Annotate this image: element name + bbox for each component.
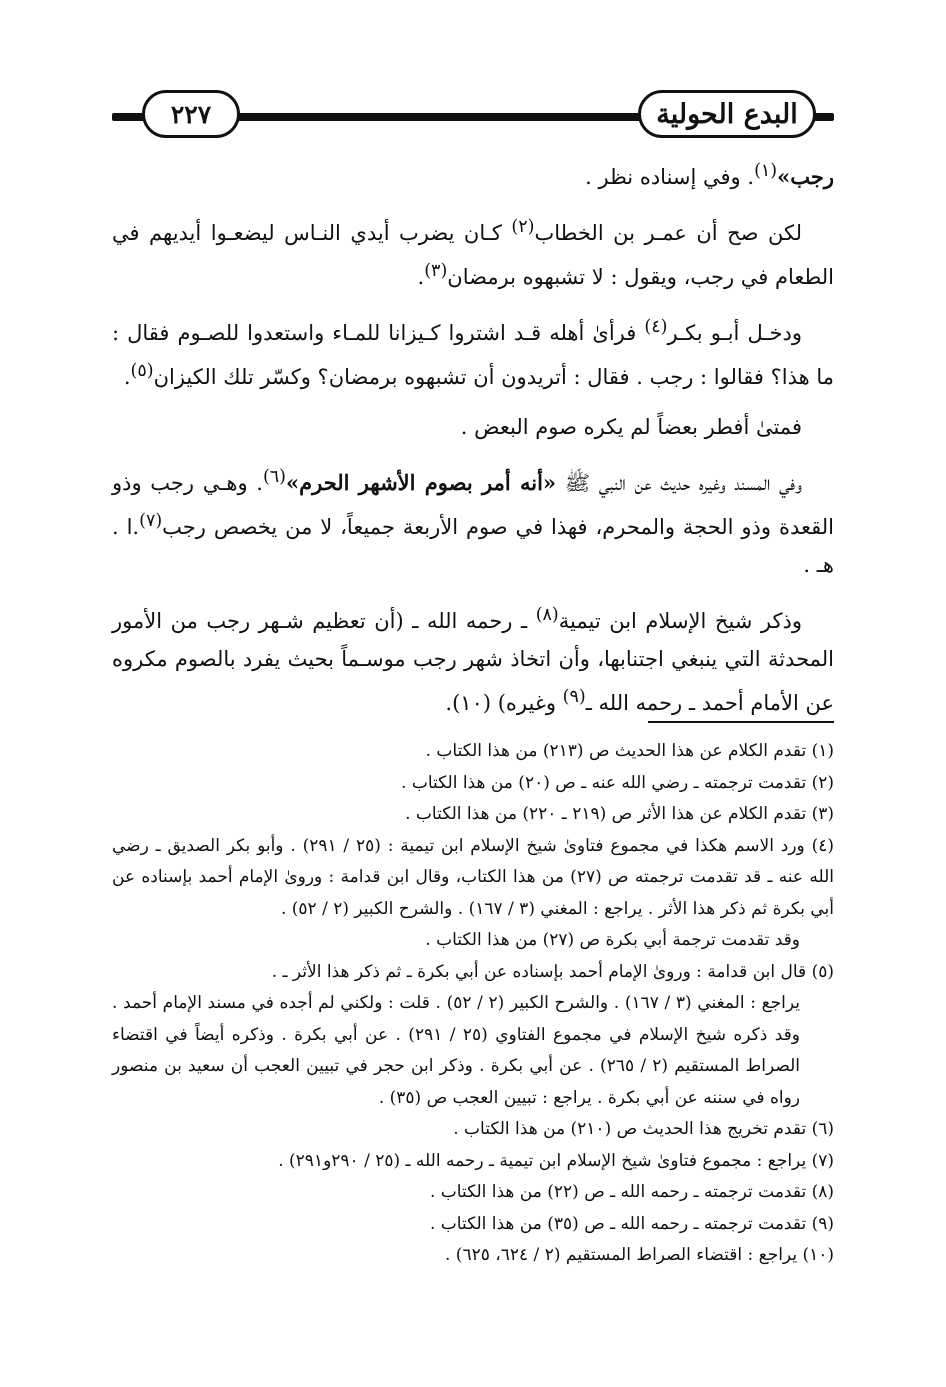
paragraph-6	[112, 596, 834, 722]
text-run: وذكر شيخ الإسلام ابن تيمية	[558, 609, 802, 633]
footnotes	[112, 736, 834, 1272]
footnote-1: (١) تقدم الكلام عن هذا الحديث ص (٢١٣) من هذا الكتاب .	[425, 741, 834, 761]
text-run: .	[445, 691, 453, 715]
footnote-ref: (٦)	[262, 467, 286, 487]
paragraph-1	[112, 152, 834, 196]
footnote-2: (٢) تقدمت ترجمته ـ رضي الله عنه ـ ص (٢٠) من هذا الكتاب .	[401, 772, 834, 793]
footnote-ref: (٧)	[139, 511, 163, 531]
text-run: . وهـي رجب وذو القعدة وذو الحجة والمحرم، فهذا في صوم الأربعة جميعاً، لا من يخصص رجب	[112, 471, 834, 539]
text-run: وفي المسند وغيره حديث عن النبي ﷺ	[556, 471, 803, 495]
footnote-5: (٥) قال ابن قدامة : وروىٰ الإمام أحمد بإسناده عن أبي بكرة ـ ثم ذكر هذا الأثر ـ .	[271, 961, 834, 982]
footnote-ref: (٤)	[644, 317, 668, 337]
text-run: .	[123, 365, 131, 389]
footnote-5-continued: يراجع : المغني (٣ / ١٦٧) . والشرح الكبير (٢ / ٥٢) . قلت : ولكني لم أجده في مسند الإمام أحمد . وقد ذكره شيخ الإسلام في مجموع الفتاوي (٢٥ / ٢٩١) . عن أبي بكرة . وذكره أيضاً في اقتضاء الصراط المستقيم (٢ / ٢٦٥) . عن أبي بكرة . وذكر ابن حجر في تبيين العجب أن سعيد بن منصور رواه في سننه عن أبي بكرة . يراجع : تبيين العجب ص (٣٥) .	[112, 993, 800, 1108]
footnote-9: (٩) تقدمت ترجمته ـ رحمه الله ـ ص (٣٥) من هذا الكتاب .	[429, 1213, 834, 1234]
text-run: لكن صح أن عمـر بن الخطاب	[534, 221, 802, 245]
footnote-8: (٨) تقدمت ترجمته ـ رحمه الله ـ ص (٢٢) من هذا الكتاب .	[429, 1182, 834, 1202]
footnote-ref: (٨)	[535, 605, 559, 625]
paragraph-4: فمتىٰ أفطر بعضاً لم يكره صوم البعض .	[460, 415, 802, 439]
footnote-ref: (٥)	[130, 361, 154, 381]
footnote-ref: (٢)	[511, 217, 535, 237]
book-title: البدع الحولية	[638, 90, 816, 138]
footnote-10: (١٠) يراجع : اقتضاء الصراط المستقيم (٢ / ٦٢٤، ٦٢٥) .	[445, 1245, 834, 1265]
paragraph-5	[112, 458, 834, 584]
footnote-ref: (٩)	[562, 687, 586, 707]
text-run: ودخـل أبـو بكـر	[667, 321, 802, 345]
footnote-ref: (٣)	[424, 261, 448, 281]
paragraph-3	[112, 308, 834, 396]
text-run: . وفي إسناده نظر .	[585, 165, 755, 189]
footnote-6: (٦) تقدم تخريج هذا الحديث ص (٢١٠) من هذا الكتاب .	[453, 1119, 834, 1139]
footnote-ref: (١٠)	[452, 691, 492, 715]
text-run: رجب»	[777, 164, 834, 189]
text-run: وغيره)	[491, 691, 563, 715]
page-number: ٢٢٧	[142, 90, 240, 138]
paragraph-2	[112, 208, 834, 296]
page-header	[112, 90, 834, 142]
text-run: .	[417, 265, 425, 289]
footnote-4: (٤) ورد الاسم هكذا في مجموع فتاوىٰ شيخ الإسلام ابن تيمية : (٢٥ / ٢٩١) . وأبو بكر الصديق ـ رضي الله عنه ـ قد تقدمت ترجمته ص (٢٧) من هذا الكتاب، وقال ابن قدامة : وروىٰ الإمام أحمد بإسناده عن أبي بكرة ثم ذكر هذا الأثر . يراجع : المغني (٣ / ١٦٧) . والشرح الكبير (٢ / ٥٢) .	[112, 835, 834, 919]
footnote-3: (٣) تقدم الكلام عن هذا الأثر ص (٢١٩ ـ ٢٢٠) من هذا الكتاب .	[405, 804, 834, 824]
footnote-7: (٧) يراجع : مجموع فتاوىٰ شيخ الإسلام ابن تيمية ـ رحمه الله ـ (٢٥ / ٢٩٠و٢٩١) .	[278, 1150, 834, 1171]
text-run: ـ رحمه الله ـ (أن تعظيم شـهر رجب من الأمور المحدثة التي ينبغي اجتنابها، وأن اتخاذ شهر رجب موسـماً بحيث يفرد بالصوم مكروه عن الأمام أحمد ـ رحمه الله ـ	[112, 609, 834, 715]
main-text	[112, 152, 834, 734]
text-run: .ا . هـ .	[112, 515, 834, 577]
footnote-4-continued: وقد تقدمت ترجمة أبي بكرة ص (٢٧) من هذا الكتاب .	[425, 930, 800, 950]
hadith-quote: «أنه أمر بصوم الأشهر الحرم»	[286, 470, 557, 495]
text-run: كـان يضرب أيدي النـاس ليضعـوا أيديهم في الطعام في رجب، ويقول : لا تشبهوه برمضان	[112, 221, 834, 289]
text-run: فرأىٰ أهله قـد اشتروا كـيزانا للمـاء واستعدوا للصـوم فقال : ما هذا؟ فقالوا : رجب . فقال : أتريدون أن تشبهوه برمضان؟ وكسّر تلك الكيزان	[112, 321, 834, 389]
footnote-ref: (١)	[754, 161, 778, 181]
footnote-separator	[648, 721, 834, 723]
